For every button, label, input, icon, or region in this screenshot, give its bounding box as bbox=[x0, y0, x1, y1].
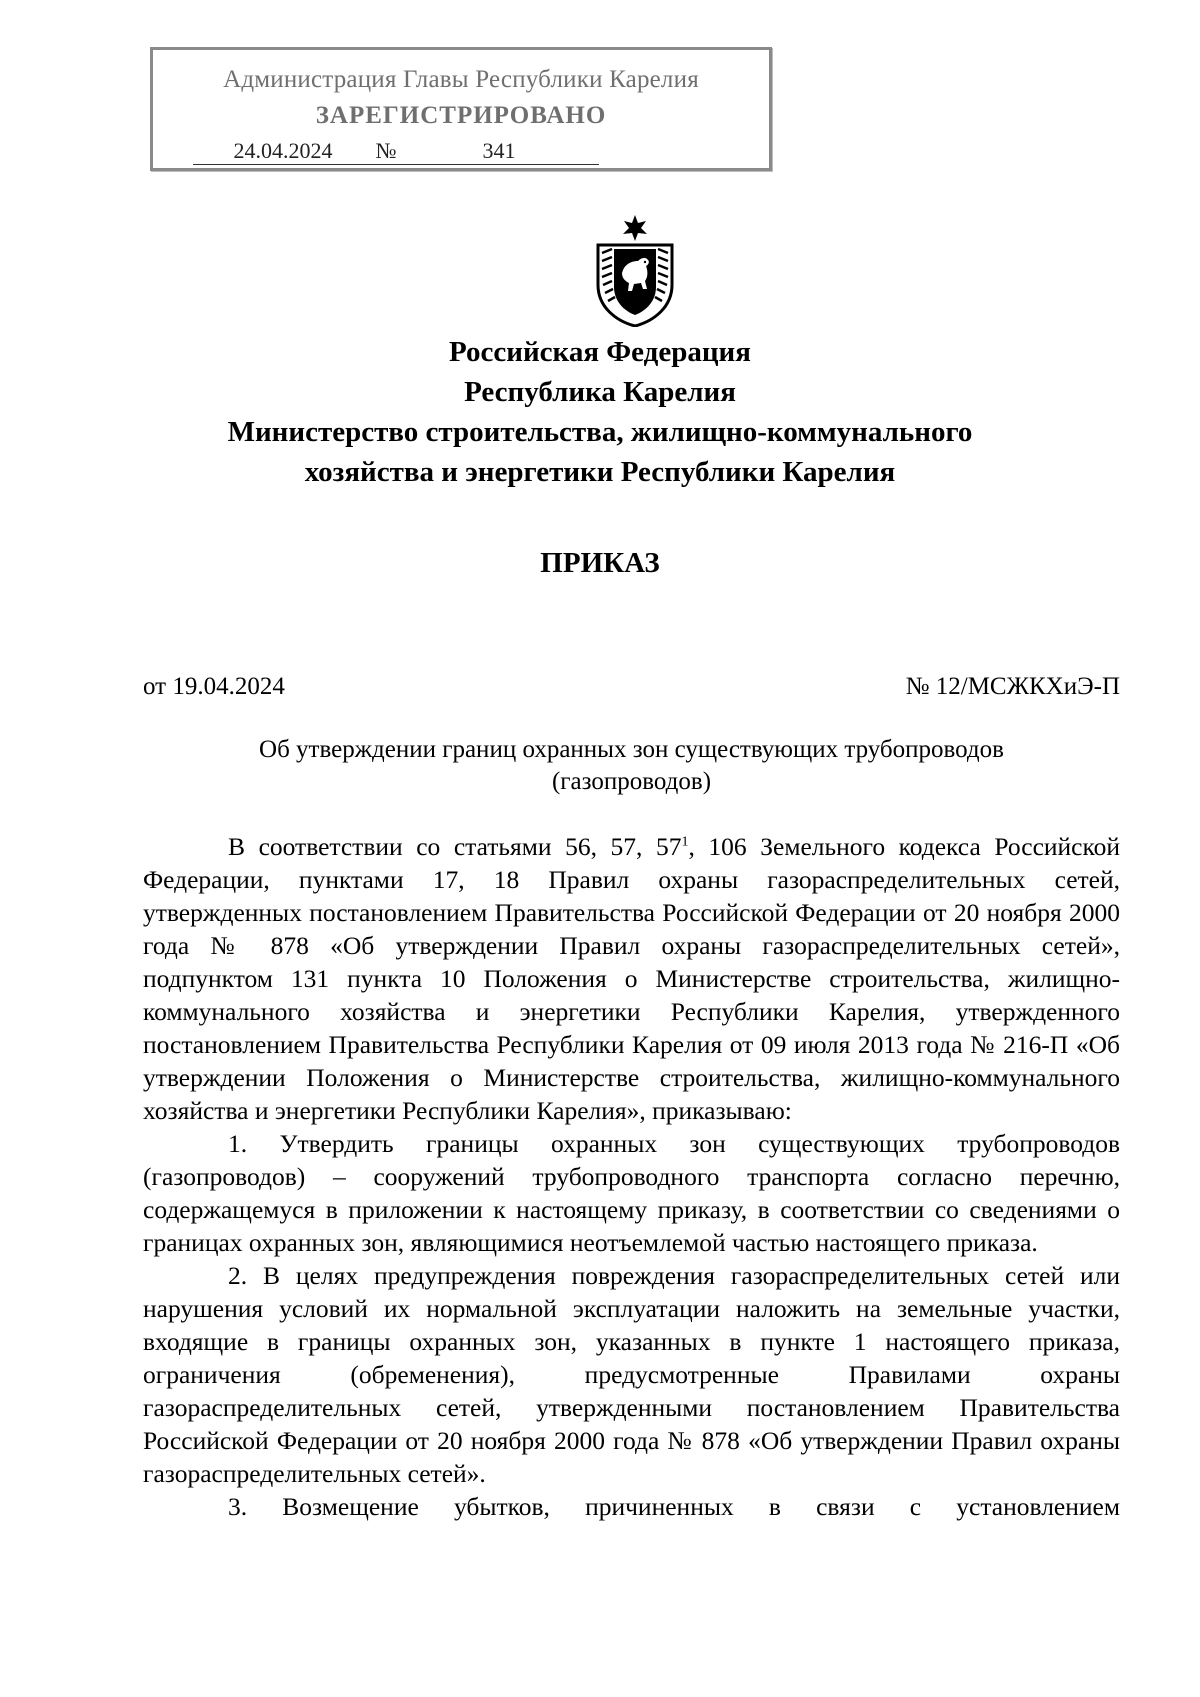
document-body bbox=[143, 830, 1120, 1523]
document-type-title: ПРИКАЗ bbox=[540, 547, 660, 579]
stamp-registration-line bbox=[193, 138, 599, 165]
subject-line1: Об утверждении границ охранных зон существующих трубопроводов bbox=[259, 736, 1004, 763]
stamp-number-sign: № bbox=[373, 138, 399, 165]
stamp-status: ЗАРЕГИСТРИРОВАНО bbox=[315, 102, 607, 129]
preamble-text-end: , 106 Земельного кодекса Российской Федерации, пунктами 17, 18 Правил охраны газораспределительных сетей, утвержденных постановлением Правительства Российской Федерации от 20 ноября 2000 года № 878 «Об утверждении Правил охраны газораспределительных сетей», подпунктом 131 пункта 10 Положения о Министерстве строительства, жилищно-коммунального хозяйства и энергетики Республики Карелия, утвержденного постановлением Правительства Республики Карелия от 09 июля 2013 года № 216-П «Об утверждении Положения о Министерстве строительства, жилищно-коммунального хозяйства и энергетики Республики Карелия», приказываю: bbox=[143, 832, 1120, 1125]
karelia-coat-of-arms-icon bbox=[590, 215, 680, 327]
header-region: Республика Карелия bbox=[464, 376, 736, 408]
header-ministry-line1: Министерство строительства, жилищно-коммунального bbox=[227, 416, 973, 448]
article-superscript: 1 bbox=[681, 834, 689, 850]
stamp-date: 24.04.2024 bbox=[193, 138, 373, 165]
header-country: Российская Федерация bbox=[449, 336, 751, 368]
header-ministry-line2: хозяйства и энергетики Республики Карелия bbox=[304, 456, 896, 488]
subject-line2: (газопроводов) bbox=[551, 768, 712, 795]
body-paragraph-preamble bbox=[143, 830, 1120, 1127]
stamp-number: 341 bbox=[399, 138, 599, 165]
stamp-authority: Администрация Главы Республики Карелия bbox=[223, 66, 699, 93]
body-paragraph-item3: 3. Возмещение убытков, причиненных в связи с установлением bbox=[228, 1492, 1120, 1521]
document-number: № 12/МСЖКХиЭ-П bbox=[905, 673, 1120, 700]
body-paragraph-item1: 1. Утвердить границы охранных зон существующих трубопроводов (газопроводов) – сооружений трубопроводного транспорта согласно перечню, содержащемуся в приложении к настоящему приказу, в соответствии со сведениями о границах охранных зон, являющимися неотъемлемой частью настоящего приказа. bbox=[143, 1129, 1120, 1257]
document-subject bbox=[143, 734, 1120, 798]
document-header bbox=[100, 332, 1100, 492]
registration-stamp bbox=[150, 47, 772, 171]
document-meta-row bbox=[143, 673, 1120, 701]
document-date: от 19.04.2024 bbox=[143, 673, 285, 700]
body-paragraph-item2: 2. В целях предупреждения повреждения газораспределительных сетей или нарушения условий их нормальной эксплуатации наложить на земельные участки, входящие в границы охранных зон, указанных в пункте 1 настоящего приказа, ограничения (обременения), предусмотренные Правилами охраны газораспределительных сетей, утвержденными постановлением Правительства Российской Федерации от 20 ноября 2000 года № 878 «Об утверждении Правил охраны газораспределительных сетей». bbox=[143, 1261, 1120, 1488]
preamble-text-start: В соответствии со статьями 56, 57, 57 bbox=[228, 832, 682, 861]
